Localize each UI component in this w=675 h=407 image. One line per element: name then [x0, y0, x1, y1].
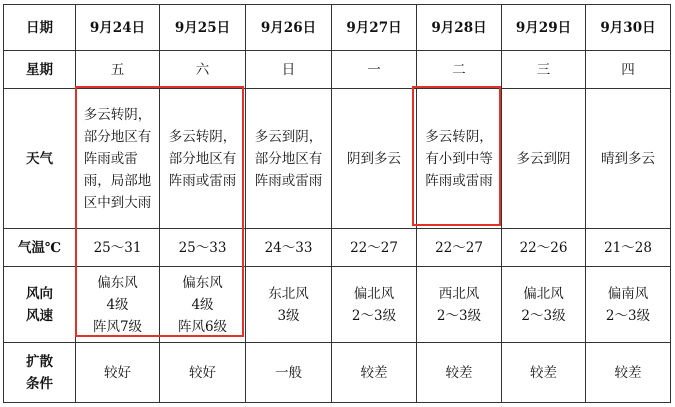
weekday-cell: 五	[76, 51, 160, 89]
weather-line: 区中到大雨	[83, 194, 152, 211]
corner-label: 日期	[4, 5, 76, 51]
weather-label: 天气	[4, 89, 76, 229]
weather-cell	[332, 89, 417, 229]
temperature-cell: 22～26	[502, 229, 586, 267]
diffusion-label	[4, 343, 76, 403]
weather-line: 多云到阴	[516, 150, 571, 167]
weather-line: 多云转阴，	[425, 128, 493, 145]
weather-line: 阵雨或雷雨	[168, 172, 237, 189]
weather-line: 部分地区有	[254, 150, 323, 167]
weekday-cell: 四	[586, 51, 671, 89]
weather-line: 晴到多云	[601, 150, 655, 167]
date-cell: 9月29日	[502, 5, 586, 51]
wind-line: 2～3级	[521, 307, 566, 324]
weekday-cell: 二	[417, 51, 502, 89]
temperature-cell: 25～33	[160, 229, 246, 267]
wind-line: 偏东风	[182, 274, 223, 291]
diffusion-cell: 一般	[246, 343, 332, 403]
weather-cell	[502, 89, 586, 229]
weather-cell	[76, 89, 160, 229]
diffusion-row	[4, 343, 671, 403]
wind-row	[4, 267, 671, 343]
weather-line: 雨，局部地	[83, 172, 152, 189]
temperature-cell: 21～28	[586, 229, 671, 267]
wind-line: 偏北风	[353, 285, 395, 302]
wind-cell	[332, 267, 417, 343]
wind-cell	[586, 267, 671, 343]
date-cell: 9月26日	[246, 5, 332, 51]
wind-line: 2～3级	[436, 307, 482, 324]
wind-line: 2～3级	[351, 307, 397, 324]
weather-line: 多云转阴，	[83, 106, 152, 123]
wind-line: 西北风	[438, 285, 480, 302]
date-cell: 9月25日	[160, 5, 246, 51]
weather-line: 阵雨或雷雨	[254, 172, 323, 189]
weather-line: 阴到多云	[347, 150, 401, 167]
wind-cell	[76, 267, 160, 343]
wind-cell	[246, 267, 332, 343]
weekday-cell: 三	[502, 51, 586, 89]
diffusion-cell: 较好	[160, 343, 246, 403]
diffusion-cell: 较差	[332, 343, 417, 403]
forecast-table	[3, 4, 671, 403]
weather-cell	[417, 89, 502, 229]
wind-cell	[417, 267, 502, 343]
temperature-cell: 24～33	[246, 229, 332, 267]
diffusion-cell: 较好	[76, 343, 160, 403]
temperature-row	[4, 229, 671, 267]
diffusion-cell: 较差	[502, 343, 586, 403]
weather-line: 多云转阴，	[168, 128, 237, 145]
diffusion-cell: 较差	[586, 343, 671, 403]
wind-line: 3级	[277, 307, 300, 324]
weather-line: 部分地区有	[83, 128, 152, 145]
weather-line: 阵雨或雷	[83, 150, 138, 167]
wind-label	[4, 267, 76, 343]
weather-cell	[586, 89, 671, 229]
diffusion-cell: 较差	[417, 343, 502, 403]
wind-label-line: 风向	[26, 285, 53, 302]
weekday-label: 星期	[4, 51, 76, 89]
weekday-cell: 六	[160, 51, 246, 89]
wind-line: 4级	[191, 296, 214, 313]
date-cell: 9月27日	[332, 5, 417, 51]
date-cell: 9月30日	[586, 5, 671, 51]
wind-line: 4级	[106, 296, 129, 313]
weather-line: 有小到中等	[425, 150, 493, 167]
temperature-cell: 22～27	[417, 229, 502, 267]
weather-cell	[246, 89, 332, 229]
weather-row	[4, 89, 671, 229]
wind-cell	[160, 267, 246, 343]
weather-line: 部分地区有	[168, 150, 237, 167]
weekday-cell: 日	[246, 51, 332, 89]
wind-line: 2～3级	[605, 307, 651, 324]
wind-label-line: 风速	[26, 307, 53, 324]
wind-line: 偏北风	[523, 285, 564, 302]
weekday-cell: 一	[332, 51, 417, 89]
weekday-row	[4, 51, 671, 89]
temperature-cell: 22～27	[332, 229, 417, 267]
diffusion-label-line: 扩散	[26, 353, 53, 370]
weather-line: 多云到阴，	[254, 128, 323, 145]
date-row	[4, 5, 671, 51]
weather-cell	[160, 89, 246, 229]
temperature-label: 气温℃	[4, 229, 76, 267]
wind-line: 阵风6级	[177, 318, 228, 335]
wind-line: 东北风	[268, 285, 309, 302]
date-cell: 9月24日	[76, 5, 160, 51]
date-cell: 9月28日	[417, 5, 502, 51]
wind-line: 偏南风	[607, 285, 649, 302]
temperature-cell: 25～31	[76, 229, 160, 267]
wind-cell	[502, 267, 586, 343]
weather-line: 阵雨或雷雨	[425, 172, 493, 189]
diffusion-label-line: 条件	[26, 375, 53, 392]
wind-line: 偏东风	[97, 274, 138, 291]
wind-line: 阵风7级	[92, 318, 143, 335]
